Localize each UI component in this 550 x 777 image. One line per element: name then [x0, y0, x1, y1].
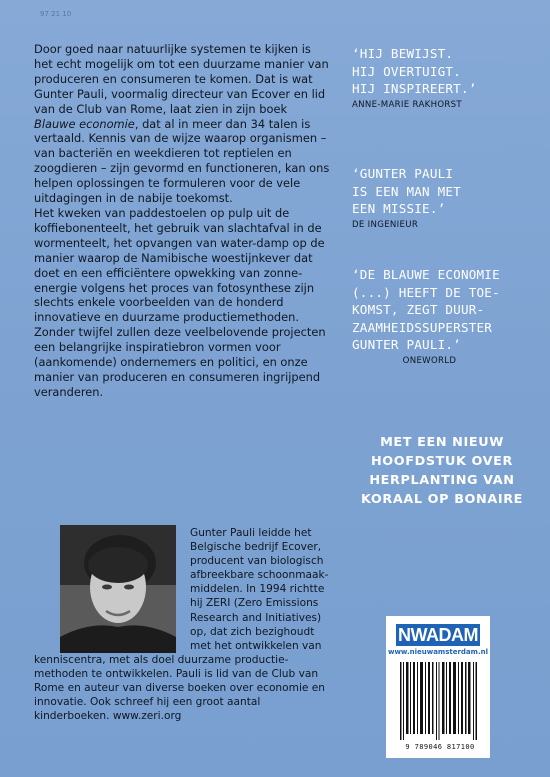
- publisher-url: www.nieuwamsterdam.nl: [388, 648, 488, 656]
- isbn-number: 9 789046 817100: [405, 743, 475, 751]
- blurb-paragraph-1: Door goed naar natuurlijke systemen te kijken is het echt mogelijk om tot een duurzame manier van produceren en consumeren te komen. Dat is wat Gunter Pauli, voormalig directeur van Ecover en lid van de Club van Rome, laat zien in zijn boek Blauwe economie, dat al in meer dan 34 talen is vertaald. Kennis van de wijze waarop organismen – van bacteriën en weekdieren tot reptielen en zoogdieren – zijn gevormd en functioneren, kan ons helpen oplossingen te formuleren voor de vele uitdagingen in de nabije toekomst.: [34, 42, 330, 206]
- quote-2-text: ‘GUNTER PAULI IS EEN MAN MET EEN MISSIE.’: [352, 166, 461, 216]
- quote-1-text: ‘HIJ BEWIJST. HIJ OVERTUIGT. HIJ INSPIREERT.’: [352, 46, 477, 96]
- blurb-paragraph-2: Het kweken van paddestoelen op pulp uit de koffiebonenteelt, het gebruik van slachtafval in de wormenteelt, het opvangen van water-damp op de manier waarop de Namibische woestijnkever dat doet en een efficiëntere opwekking van zonne-energie volgens het proces van fotosynthese zijn slechts enkele voorbeelden van de honderd innovatieve en duurzame productiemethoden.: [34, 205, 325, 325]
- top-mark: 97 21 10: [40, 10, 72, 18]
- author-bio-side: Gunter Pauli leidde het Belgische bedrijf Ecover, producent van biologisch afbreekbare schoonmaak-middelen. In 1994 richtte hij ZERI (Zero Emissions Research and Initiatives) op, dat zich bezighoudt met het ontwikkelen van: [190, 527, 329, 652]
- quote-1: [352, 45, 527, 111]
- quote-1-source: ANNE-MARIE RAKHORST: [352, 99, 462, 110]
- quote-2-source: DE INGENIEUR: [352, 219, 419, 230]
- quote-3: [352, 266, 527, 367]
- quote-2: [352, 165, 527, 231]
- quote-3-text: ‘DE BLAUWE ECONOMIE (...) HEEFT DE TOE- KOMST, ZEGT DUUR- ZAAMHEIDSSUPERSTER GUNTER PAULI.’: [352, 267, 500, 352]
- quote-3-source: ONEWORLD: [402, 355, 457, 366]
- barcode-icon: [398, 662, 478, 740]
- publisher-logo: NWADAM: [398, 625, 478, 645]
- blurb-text: [34, 42, 330, 400]
- new-chapter-callout: MET EEN NIEUW HOOFDSTUK OVER HERPLANTING VAN KORAAL OP BONAIRE: [360, 435, 523, 507]
- author-photo: [60, 525, 176, 653]
- author-bio-continued: kenniscentra, met als doel duurzame productie-methoden te ontwikkelen. Pauli is lid van de Club van Rome en auteur van diverse boeken over economie en innovatie. Ook schreef hij een groot aantal kinderboeken. www.zeri.org: [34, 654, 326, 723]
- publisher-barcode-box: [386, 616, 490, 758]
- book-title: Blauwe economie: [34, 116, 135, 131]
- blurb-paragraph-3: Zonder twijfel zullen deze veelbelovende projecten een belangrijke inspiratiebron vormen voor (aankomende) ondernemers en politici, en onze manier van produceren en consumeren ingrijpend veranderen.: [34, 325, 326, 399]
- author-portrait-icon: [60, 525, 176, 653]
